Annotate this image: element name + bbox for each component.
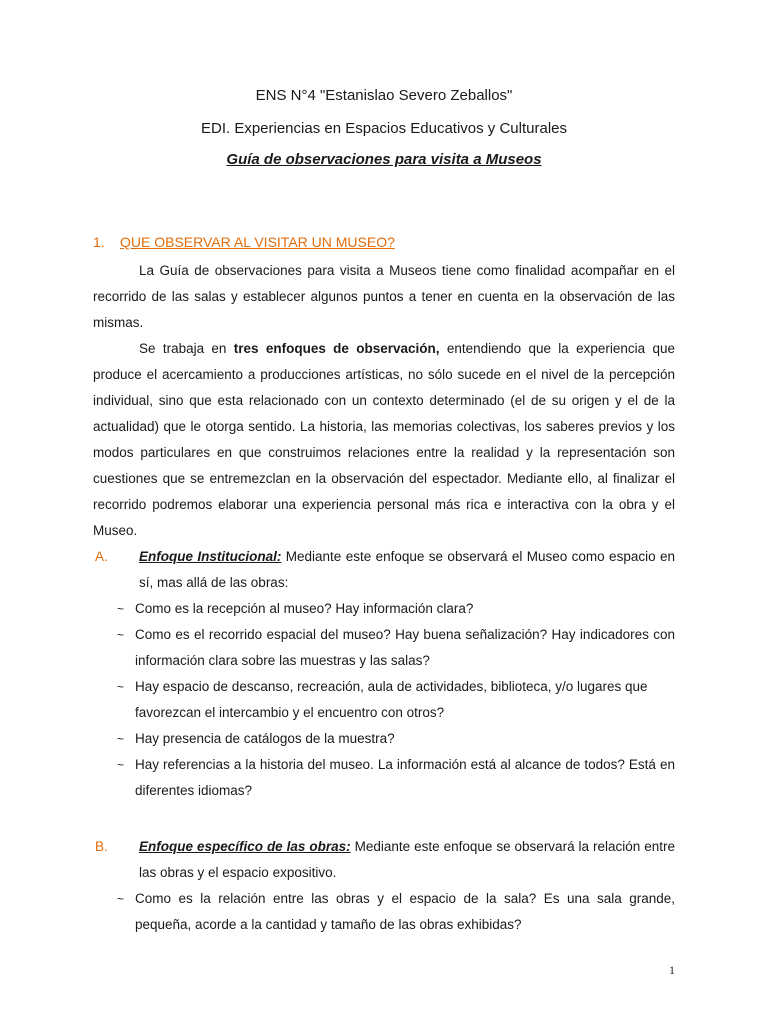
- focus-b-text: Mediante este enfoque se observará la relación entre las obras y el espacio expositivo.: [139, 839, 675, 880]
- guide-title: Guía de observaciones para visita a Museos: [226, 151, 542, 168]
- approach-paragraph: Se trabaja en tres enfoques de observación, entendiendo que la experiencia que produce el acercamiento a producciones artísticas, no sólo sucede en el nivel de la percepción individual, sino que esta relacionado con un contexto determinado (el de su origen y el de la actualidad) que le otorga sentido. La historia, las memorias colectivas, los saberes previos y los modos particulares en que construimos relaciones entre la realidad y la representación son cuestiones que se entremezclan en la observación del espectador. Mediante ello, al finalizar el recorrido podremos elaborar una experiencia personal más rica e interactiva con la obra y el Museo.: [93, 341, 675, 538]
- approach-emphasis: tres enfoques de observación,: [233, 341, 440, 356]
- list-item: ~ Hay referencias a la historia del museo. La información está al alcance de todos? Está en diferentes idiomas?: [93, 752, 675, 804]
- course-name: EDI. Experiencias en Espacios Educativos y Culturales: [200, 120, 567, 137]
- focus-a-label: Enfoque Institucional:: [139, 549, 282, 564]
- list-item: ~ Hay presencia de catálogos de la muestra?: [93, 726, 675, 752]
- focus-a-heading: [93, 544, 675, 596]
- tilde-bullet-icon: ~: [117, 892, 125, 906]
- tilde-bullet-icon: ~: [117, 680, 125, 694]
- focus-a: [93, 544, 675, 804]
- section-1-body: [93, 258, 675, 544]
- focus-a-text: Mediante este enfoque se observará el Museo como espacio en sí, mas allá de las obras:: [139, 549, 675, 590]
- list-item-continuation: favorezcan el intercambio y el encuentro con otros?: [135, 705, 445, 720]
- tilde-bullet-icon: ~: [117, 732, 125, 746]
- section-title: QUE OBSERVAR AL VISITAR UN MUSEO?: [120, 234, 395, 250]
- focus-b-heading: [93, 834, 675, 886]
- intro-paragraph: La Guía de observaciones para visita a Museos tiene como finalidad acompañar en el recorrido de las salas y establecer algunos puntos a tener en cuenta en la observación de las mismas.: [93, 263, 675, 330]
- section-number: 1.: [93, 234, 105, 250]
- tilde-bullet-icon: ~: [117, 628, 125, 642]
- focus-b: [93, 834, 675, 938]
- section-1-heading: [93, 234, 395, 250]
- focus-b-label: Enfoque específico de las obras:: [139, 839, 351, 854]
- focus-a-letter: A.: [95, 549, 108, 564]
- list-item: ~ Como es la relación entre las obras y el espacio de la sala? Es una sala grande, pequeña, acorde a la cantidad y tamaño de las obras exhibidas?: [93, 886, 675, 938]
- tilde-bullet-icon: ~: [117, 602, 125, 616]
- list-item: ~ Hay espacio de descanso, recreación, aula de actividades, biblioteca, y/o lugares que: [93, 674, 675, 700]
- list-item: ~ Como es el recorrido espacial del museo? Hay buena señalización? Hay indicadores con información clara sobre las muestras y las salas?: [93, 622, 675, 674]
- list-item: ~ Como es la recepción al museo? Hay información clara?: [93, 596, 675, 622]
- page-number: 1: [669, 963, 675, 977]
- focus-b-letter: B.: [95, 839, 108, 854]
- tilde-bullet-icon: ~: [117, 758, 125, 772]
- school-name: ENS N°4 "Estanislao Severo Zeballos": [255, 87, 513, 104]
